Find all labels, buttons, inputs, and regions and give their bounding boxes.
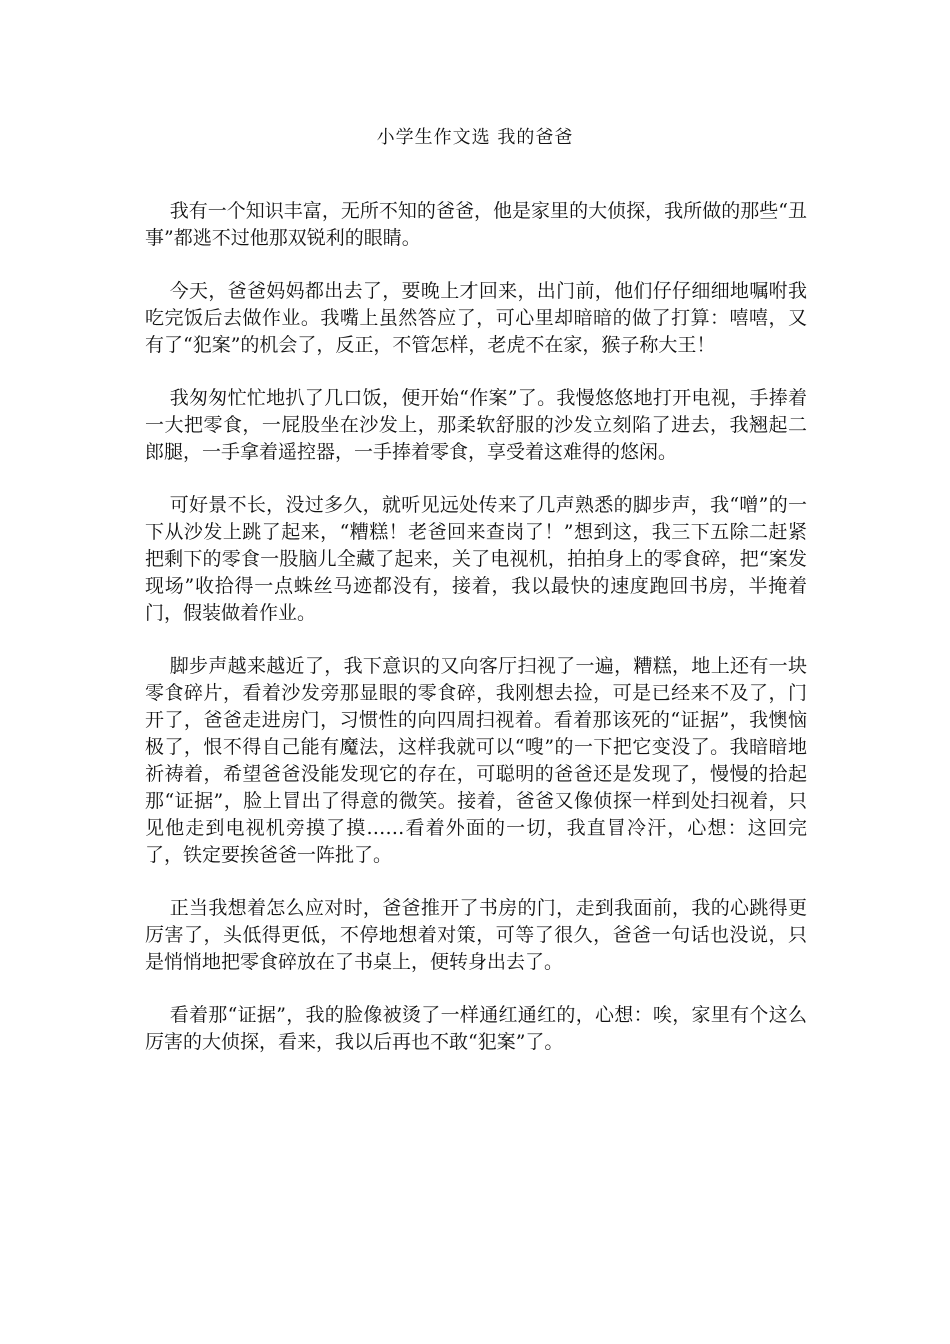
paragraph: 看着那“证据”，我的脸像被烫了一样通红通红的，心想：唉，家里有个这么厉害的大侦探，看来，我以后再也不敢“犯案”了。 bbox=[145, 1004, 807, 1053]
paragraph: 脚步声越来越近了，我下意识的又向客厅扫视了一遍，糟糕，地上还有一块零食碎片，看着沙发旁那显眼的零食碎，我刚想去捡，可是已经来不及了，门开了，爸爸走进房门，习惯性的向四周扫视着。看着那该死的“证据”，我懊恼极了，恨不得自己能有魔法，这样我就可以“嗖”的一下把它变没了。我暗暗地祈祷着，希望爸爸没能发现它的存在，可聪明的爸爸还是发现了，慢慢的拾起那“证据”，脸上冒出了得意的微笑。接着，爸爸又像侦探一样到处扫视着，只见他走到电视机旁摸了摸……看着外面的一切，我直冒冷汗，心想：这回完了，铁定要挨爸爸一阵批了。 bbox=[145, 655, 807, 866]
paragraph: 我匆匆忙忙地扒了几口饭，便开始“作案”了。我慢悠悠地打开电视，手捧着一大把零食，一屁股坐在沙发上，那柔软舒服的沙发立刻陷了进去，我翘起二郎腿，一手拿着遥控器，一手捧着零食，享受着这难得的悠闲。 bbox=[145, 387, 807, 463]
paragraph: 今天，爸爸妈妈都出去了，要晚上才回来，出门前，他们仔仔细细地嘱咐我吃完饭后去做作业。我嘴上虽然答应了，可心里却暗暗的做了打算：嘻嘻，又有了“犯案”的机会了，反正，不管怎样，老虎不在家，猴子称大王！ bbox=[145, 280, 807, 356]
paragraph: 正当我想着怎么应对时，爸爸推开了书房的门，走到我面前，我的心跳得更厉害了，头低得更低，不停地想着对策，可等了很久，爸爸一句话也没说，只是悄悄地把零食碎放在了书桌上，便转身出去了。 bbox=[145, 897, 807, 973]
paragraph: 我有一个知识丰富，无所不知的爸爸，他是家里的大侦探，我所做的那些“丑事”都逃不过他那双锐利的眼睛。 bbox=[145, 200, 807, 249]
document-title: 小学生作文选 我的爸爸 bbox=[376, 127, 574, 148]
essay-body bbox=[145, 198, 807, 1082]
paragraph: 可好景不长，没过多久，就听见远处传来了几声熟悉的脚步声，我“噌”的一下从沙发上跳了起来，“糟糕！老爸回来查岗了！”想到这，我三下五除二赶紧把剩下的零食一股脑儿全藏了起来，关了电视机，拍拍身上的零食碎，把“案发现场”收拾得一点蛛丝马迹都没有，接着，我以最快的速度跑回书房，半掩着门，假装做着作业。 bbox=[145, 494, 807, 624]
